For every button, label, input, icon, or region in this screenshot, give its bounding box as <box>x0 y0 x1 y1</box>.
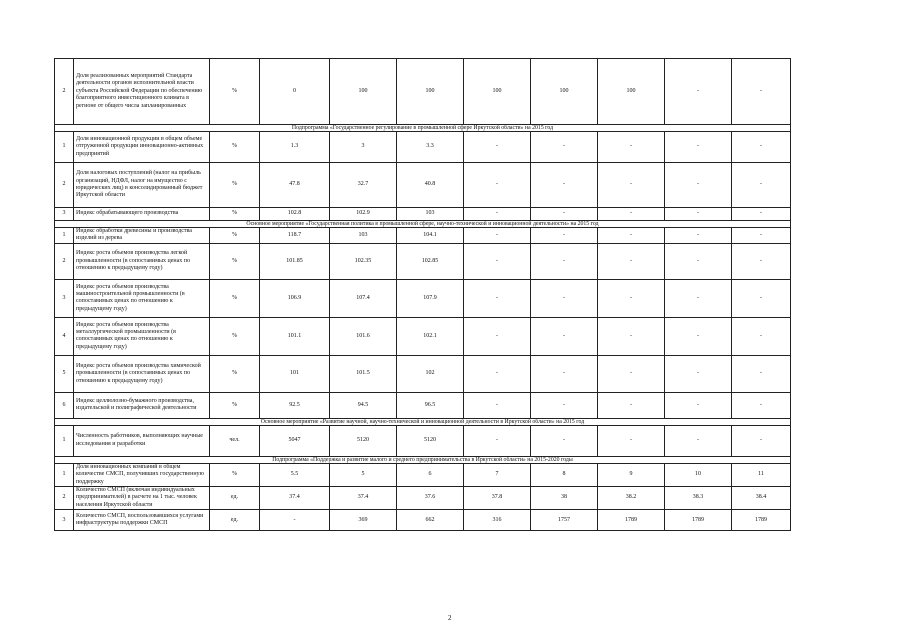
value-cell: 37.4 <box>260 487 330 510</box>
unit-cell: ед. <box>210 510 260 531</box>
value-cell: 37.6 <box>397 487 464 510</box>
value-cell: - <box>598 317 665 355</box>
indicator-name-cell: Индекс роста объемов производства легкой промышленности (в сопоставимых ценах по отношению к предыдущему году) <box>74 243 210 279</box>
value-cell: 100 <box>330 59 397 125</box>
value-cell: 102.8 <box>260 208 330 221</box>
value-cell: 10 <box>665 463 732 486</box>
value-cell: - <box>732 59 791 125</box>
row-number-cell: 1 <box>55 425 74 456</box>
value-cell: - <box>665 163 732 208</box>
value-cell: - <box>732 243 791 279</box>
row-number-cell: 1 <box>55 463 74 486</box>
value-cell: - <box>531 355 598 392</box>
value-cell: - <box>665 243 732 279</box>
value-cell: - <box>598 392 665 418</box>
value-cell: - <box>464 228 531 244</box>
indicator-name-cell: Количество СМСП, воспользовавшихся услугами инфраструктуры поддержки СМСП <box>74 510 210 531</box>
unit-cell: % <box>210 228 260 244</box>
value-cell: 5120 <box>330 425 397 456</box>
table-row <box>55 463 791 486</box>
value-cell: 100 <box>598 59 665 125</box>
value-cell: - <box>665 355 732 392</box>
table-row <box>55 59 791 125</box>
value-cell: 1.3 <box>260 132 330 163</box>
value-cell: 47.8 <box>260 163 330 208</box>
value-cell: - <box>464 392 531 418</box>
value-cell: - <box>598 228 665 244</box>
value-cell: 107.9 <box>397 279 464 317</box>
value-cell: 101 <box>260 355 330 392</box>
row-number-cell: 3 <box>55 279 74 317</box>
table-row <box>55 208 791 221</box>
unit-cell: % <box>210 279 260 317</box>
value-cell: - <box>665 132 732 163</box>
value-cell: - <box>598 163 665 208</box>
value-cell: - <box>464 317 531 355</box>
value-cell: - <box>732 425 791 456</box>
unit-cell: ед. <box>210 487 260 510</box>
value-cell: - <box>464 355 531 392</box>
value-cell: 0 <box>260 59 330 125</box>
value-cell: - <box>665 425 732 456</box>
unit-cell: чел. <box>210 425 260 456</box>
value-cell: 38.3 <box>665 487 732 510</box>
row-number-cell: 3 <box>55 208 74 221</box>
value-cell: 3 <box>330 132 397 163</box>
indicator-name-cell: Доля инновационных компаний в общем количестве СМСП, получивших государственную поддержку <box>74 463 210 486</box>
value-cell: - <box>531 132 598 163</box>
value-cell: 8 <box>531 463 598 486</box>
section-title: Подпрограмма «Государственное регулирование в промышленной сфере Иркутской области» на 2015 год <box>55 125 791 132</box>
value-cell: - <box>732 317 791 355</box>
value-cell: 96.5 <box>397 392 464 418</box>
value-cell: 102 <box>397 355 464 392</box>
indicator-name-cell: Доля налоговых поступлений (налог на прибыль организаций, НДФЛ, налог на имущество с юридических лиц) в консолидированный бюджет Иркутской области <box>74 163 210 208</box>
value-cell: 102.35 <box>330 243 397 279</box>
value-cell: - <box>598 355 665 392</box>
value-cell: 662 <box>397 510 464 531</box>
page-number: 2 <box>448 614 452 622</box>
indicator-table-container <box>54 58 791 531</box>
value-cell: 5120 <box>397 425 464 456</box>
row-number-cell: 2 <box>55 59 74 125</box>
value-cell: 369 <box>330 510 397 531</box>
value-cell: - <box>665 279 732 317</box>
value-cell: 103 <box>330 228 397 244</box>
table-row <box>55 317 791 355</box>
table-row <box>55 243 791 279</box>
value-cell: 1789 <box>665 510 732 531</box>
value-cell: - <box>464 208 531 221</box>
table-row <box>55 355 791 392</box>
value-cell: 38.2 <box>598 487 665 510</box>
value-cell: - <box>464 243 531 279</box>
value-cell: 106.9 <box>260 279 330 317</box>
value-cell: - <box>732 132 791 163</box>
value-cell: 5047 <box>260 425 330 456</box>
value-cell: 102.85 <box>397 243 464 279</box>
value-cell: - <box>665 59 732 125</box>
indicator-name-cell: Индекс обрабатывающего производства <box>74 208 210 221</box>
value-cell: - <box>464 425 531 456</box>
value-cell: 92.5 <box>260 392 330 418</box>
indicator-name-cell: Индекс целлюлозно-бумажного производства, издательской и полиграфической деятельности <box>74 392 210 418</box>
value-cell: - <box>665 228 732 244</box>
value-cell: - <box>531 163 598 208</box>
unit-cell: % <box>210 317 260 355</box>
unit-cell: % <box>210 355 260 392</box>
row-number-cell: 2 <box>55 487 74 510</box>
value-cell: 100 <box>531 59 598 125</box>
section-header-row <box>55 456 791 463</box>
value-cell: 3.3 <box>397 132 464 163</box>
value-cell: - <box>598 132 665 163</box>
value-cell: - <box>732 228 791 244</box>
value-cell: 37.4 <box>330 487 397 510</box>
unit-cell: % <box>210 163 260 208</box>
value-cell: - <box>464 279 531 317</box>
unit-cell: % <box>210 243 260 279</box>
table-row <box>55 510 791 531</box>
section-header-row <box>55 125 791 132</box>
value-cell: 11 <box>732 463 791 486</box>
value-cell: 5.5 <box>260 463 330 486</box>
value-cell: 7 <box>464 463 531 486</box>
value-cell: 102.1 <box>397 317 464 355</box>
table-row <box>55 279 791 317</box>
value-cell: 37.8 <box>464 487 531 510</box>
row-number-cell: 2 <box>55 243 74 279</box>
value-cell: - <box>531 317 598 355</box>
value-cell: 9 <box>598 463 665 486</box>
value-cell: - <box>598 279 665 317</box>
value-cell: 1757 <box>531 510 598 531</box>
value-cell: - <box>732 208 791 221</box>
value-cell: 102.9 <box>330 208 397 221</box>
value-cell: 103 <box>397 208 464 221</box>
table-row <box>55 132 791 163</box>
value-cell: - <box>598 243 665 279</box>
section-title: Подпрограмма «Поддержка и развитие малого и среднего предпринимательства в Иркутской области» на 2015-2020 годы <box>55 456 791 463</box>
indicator-name-cell: Индекс роста объемов производства химической промышленности (в сопоставимых ценах по отношению к предыдущему году) <box>74 355 210 392</box>
row-number-cell: 1 <box>55 132 74 163</box>
row-number-cell: 5 <box>55 355 74 392</box>
indicator-name-cell: Доля реализованных мероприятий Стандарта деятельности органов исполнительной власти субъекта Российской Федерации по обеспечению благоприятного инвестиционного климата в регионе от общего числа запланированных <box>74 59 210 125</box>
value-cell: - <box>665 208 732 221</box>
section-title: Основное мероприятие «Развитие научной, научно-технической и инновационной деятельности в Иркутской области» на 2015 год <box>55 418 791 425</box>
value-cell: 316 <box>464 510 531 531</box>
unit-cell: % <box>210 132 260 163</box>
indicator-name-cell: Индекс роста объемов производства металлургической промышленности (в сопоставимых ценах по отношению к предыдущему году) <box>74 317 210 355</box>
value-cell: 32.7 <box>330 163 397 208</box>
value-cell: 40.8 <box>397 163 464 208</box>
table-row <box>55 425 791 456</box>
value-cell: 6 <box>397 463 464 486</box>
value-cell: 118.7 <box>260 228 330 244</box>
value-cell: 107.4 <box>330 279 397 317</box>
value-cell: 38.4 <box>732 487 791 510</box>
value-cell: 100 <box>397 59 464 125</box>
row-number-cell: 3 <box>55 510 74 531</box>
value-cell: - <box>464 163 531 208</box>
value-cell: - <box>598 208 665 221</box>
indicator-name-cell: Индекс роста объемов производства машиностроительной промышленности (в сопоставимых ценах по отношению к предыдущему году) <box>74 279 210 317</box>
value-cell: - <box>531 392 598 418</box>
value-cell: - <box>531 279 598 317</box>
table-row <box>55 487 791 510</box>
value-cell: 101.1 <box>260 317 330 355</box>
row-number-cell: 6 <box>55 392 74 418</box>
row-number-cell: 1 <box>55 228 74 244</box>
value-cell: - <box>732 392 791 418</box>
section-header-row <box>55 221 791 228</box>
value-cell: - <box>732 279 791 317</box>
unit-cell: % <box>210 463 260 486</box>
value-cell: - <box>598 425 665 456</box>
value-cell: 1789 <box>732 510 791 531</box>
value-cell: - <box>531 228 598 244</box>
value-cell: - <box>665 392 732 418</box>
section-title: Основное мероприятие «Государственная политика в промышленной сфере, научно-технической и инновационной деятельности» на 2015 год <box>55 221 791 228</box>
value-cell: 5 <box>330 463 397 486</box>
value-cell: - <box>531 425 598 456</box>
indicator-name-cell: Численность работников, выполняющих научные исследования и разработки <box>74 425 210 456</box>
value-cell: 1789 <box>598 510 665 531</box>
indicator-name-cell: Количество СМСП (включая индивидуальных предпринимателей) в расчете на 1 тыс. человек населения Иркутской области <box>74 487 210 510</box>
value-cell: 38 <box>531 487 598 510</box>
row-number-cell: 2 <box>55 163 74 208</box>
value-cell: - <box>260 510 330 531</box>
value-cell: 101.5 <box>330 355 397 392</box>
value-cell: - <box>732 355 791 392</box>
unit-cell: % <box>210 59 260 125</box>
unit-cell: % <box>210 392 260 418</box>
value-cell: - <box>464 132 531 163</box>
value-cell: 104.1 <box>397 228 464 244</box>
value-cell: 94.5 <box>330 392 397 418</box>
row-number-cell: 4 <box>55 317 74 355</box>
table-row <box>55 392 791 418</box>
value-cell: 101.85 <box>260 243 330 279</box>
value-cell: 101.6 <box>330 317 397 355</box>
value-cell: - <box>665 317 732 355</box>
section-header-row <box>55 418 791 425</box>
indicator-name-cell: Индекс обработки древесины и производства изделий из дерева <box>74 228 210 244</box>
value-cell: - <box>531 243 598 279</box>
value-cell: - <box>531 208 598 221</box>
value-cell: 100 <box>464 59 531 125</box>
indicator-name-cell: Доля инновационной продукции в общем объеме отгруженной продукции инновационно-активных предприятий <box>74 132 210 163</box>
table-row <box>55 163 791 208</box>
indicator-table <box>54 58 791 531</box>
table-row <box>55 228 791 244</box>
unit-cell: % <box>210 208 260 221</box>
value-cell: - <box>732 163 791 208</box>
